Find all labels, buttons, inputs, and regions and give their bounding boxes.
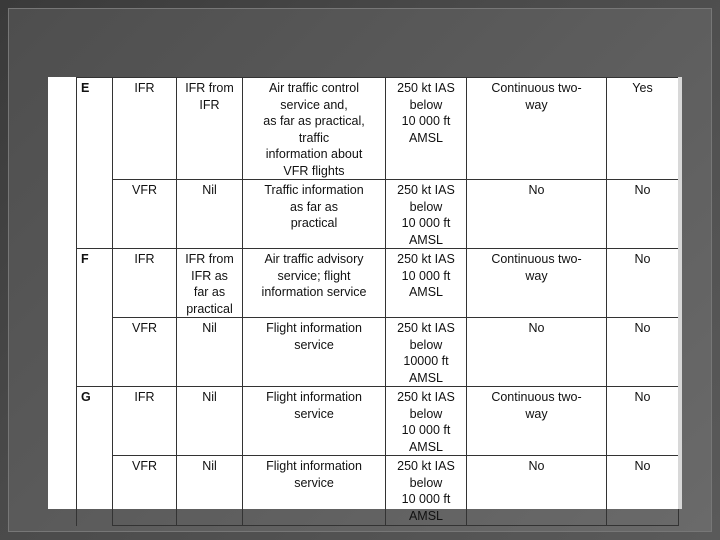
airspace-class-cell [77,180,113,249]
airspace-class-cell: G [77,387,113,456]
airspace-class-table [76,77,679,526]
service-cell: Flight information service [243,387,386,456]
service-cell: Air traffic advisory service; flight information service [243,249,386,318]
separation-cell: Nil [177,456,243,526]
page-edge [678,77,682,509]
speed-limit-cell: 250 kt IAS below 10 000 ft AMSL [386,456,467,526]
flight-type-cell: VFR [113,180,177,249]
table-row [77,180,679,249]
separation-cell: Nil [177,387,243,456]
table-row [77,78,679,180]
clearance-cell: No [607,387,679,456]
separation-cell: Nil [177,180,243,249]
table-row [77,387,679,456]
radio-cell: No [467,180,607,249]
speed-limit-cell: 250 kt IAS below 10 000 ft AMSL [386,78,467,180]
speed-limit-cell: 250 kt IAS below 10 000 ft AMSL [386,387,467,456]
speed-limit-cell: 250 kt IAS below 10000 ft AMSL [386,318,467,387]
airspace-class-cell [77,456,113,526]
flight-type-cell: IFR [113,249,177,318]
separation-cell: IFR from IFR as far as practical [177,249,243,318]
table-row [77,318,679,387]
radio-cell: No [467,318,607,387]
flight-type-cell: VFR [113,456,177,526]
table-row [77,249,679,318]
airspace-class-cell [77,318,113,387]
service-cell: Flight information service [243,318,386,387]
speed-limit-cell: 250 kt IAS below 10 000 ft AMSL [386,180,467,249]
separation-cell: Nil [177,318,243,387]
airspace-class-cell: F [77,249,113,318]
clearance-cell: No [607,318,679,387]
speed-limit-cell: 250 kt IAS 10 000 ft AMSL [386,249,467,318]
separation-cell: IFR from IFR [177,78,243,180]
flight-type-cell: IFR [113,78,177,180]
clearance-cell: Yes [607,78,679,180]
clearance-cell: No [607,456,679,526]
service-cell: Flight information service [243,456,386,526]
radio-cell: Continuous two- way [467,387,607,456]
table-row [77,456,679,526]
service-cell: Air traffic control service and, as far as practical, traffic information about VFR flights [243,78,386,180]
flight-type-cell: IFR [113,387,177,456]
radio-cell: Continuous two- way [467,249,607,318]
airspace-class-cell: E [77,78,113,180]
radio-cell: No [467,456,607,526]
service-cell: Traffic information as far as practical [243,180,386,249]
document-page [48,77,682,523]
flight-type-cell: VFR [113,318,177,387]
clearance-cell: No [607,249,679,318]
clearance-cell: No [607,180,679,249]
radio-cell: Continuous two- way [467,78,607,180]
